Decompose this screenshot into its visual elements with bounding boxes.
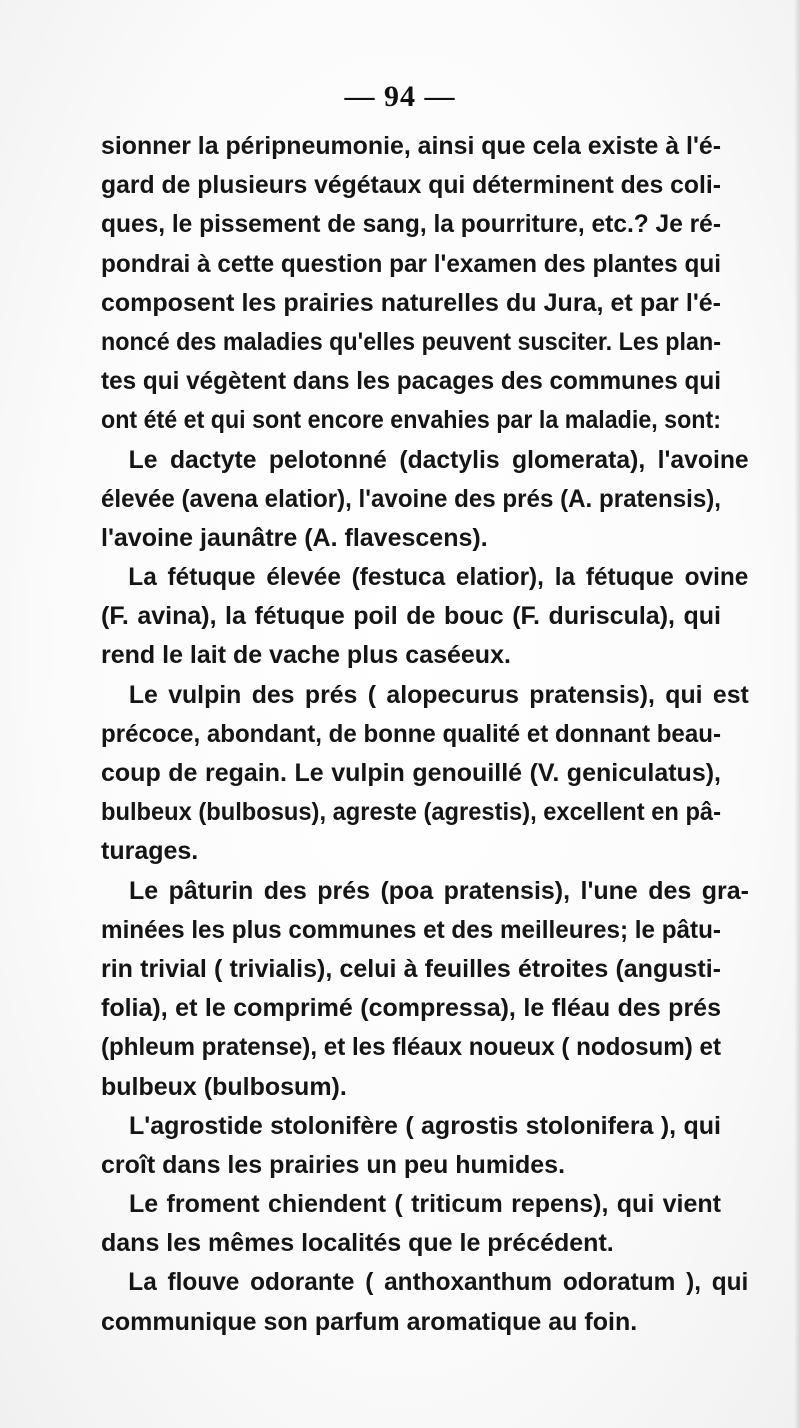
paragraph-first-line: Le pâturin des prés (poa pratensis), l'une des gra- bbox=[128, 876, 749, 905]
paragraph-first-line: Le vulpin des prés ( alopecurus pratensis), qui est bbox=[128, 680, 749, 709]
paragraph-last-line: dans les mêmes localités que le précédent. bbox=[101, 1229, 614, 1258]
text-line: noncé des maladies qu'elles peuvent susciter. Les plan- bbox=[101, 327, 721, 356]
paragraph-last-line: croît dans les prairies un peu humides. bbox=[101, 1150, 566, 1179]
paragraph-last-line: l'avoine jaunâtre (A. flavescens). bbox=[101, 523, 488, 552]
text-line: composent les prairies naturelles du Jura, et par l'é- bbox=[101, 288, 721, 317]
text-line: précoce, abondant, de bonne qualité et donnant beau- bbox=[101, 719, 721, 748]
text-line: sionner la péripneumonie, ainsi que cela existe à l'é- bbox=[101, 132, 721, 160]
text-line: folia), et le comprimé (compressa), le fléau des prés bbox=[101, 994, 721, 1023]
text-line: tes qui végètent dans les pacages des communes qui bbox=[101, 367, 721, 396]
text-line: ont été et qui sont encore envahies par la maladie, sont: bbox=[101, 406, 721, 435]
text-line: minées les plus communes et des meilleures; le pâtu- bbox=[101, 915, 721, 944]
text-line: ques, le pissement de sang, la pourriture, etc.? Je ré- bbox=[101, 210, 721, 239]
text-line: bulbeux (bulbosus), agreste (agrestis), excellent en pâ- bbox=[101, 798, 721, 827]
text-line: gard de plusieurs végétaux qui déterminent des coli- bbox=[101, 171, 721, 200]
body-text bbox=[101, 127, 749, 1342]
paragraph-first-line: Le dactyte pelotonné (dactylis glomerata), l'avoine bbox=[128, 445, 749, 474]
text-line: pondrai à cette question par l'examen des plantes qui bbox=[101, 249, 721, 278]
text-line: (phleum pratense), et les fléaux noueux ( nodosum) et bbox=[101, 1033, 721, 1062]
paragraph-last-line: turages. bbox=[101, 837, 199, 866]
page-number: — 94 — bbox=[344, 80, 456, 113]
text-line: rin trivial ( trivialis), celui à feuilles étroites (angusti- bbox=[101, 954, 721, 983]
paragraph-last-line: bulbeux (bulbosum). bbox=[101, 1072, 347, 1101]
text-line: élevée (avena elatior), l'avoine des prés (A. pratensis), bbox=[101, 484, 721, 513]
paragraph-last-line: communique son parfum aromatique au foin. bbox=[101, 1307, 638, 1336]
paragraph-last-line: rend le lait de vache plus caséeux. bbox=[101, 641, 511, 670]
text-line: (F. avina), la fétuque poil de bouc (F. duriscula), qui bbox=[101, 602, 721, 631]
paragraph-first-line: L'agrostide stolonifère ( agrostis stolonifera ), qui bbox=[129, 1111, 721, 1140]
text-line: coup de regain. Le vulpin genouillé (V. geniculatus), bbox=[101, 759, 721, 787]
page-edge-shadow bbox=[794, 0, 800, 1428]
paragraph-first-line: La flouve odorante ( anthoxanthum odoratum ), qui bbox=[128, 1268, 749, 1297]
paragraph-first-line: La fétuque élevée (festuca elatior), la fétuque ovine bbox=[128, 563, 749, 592]
paragraph-first-line: Le froment chiendent ( triticum repens), qui vient bbox=[129, 1190, 721, 1219]
